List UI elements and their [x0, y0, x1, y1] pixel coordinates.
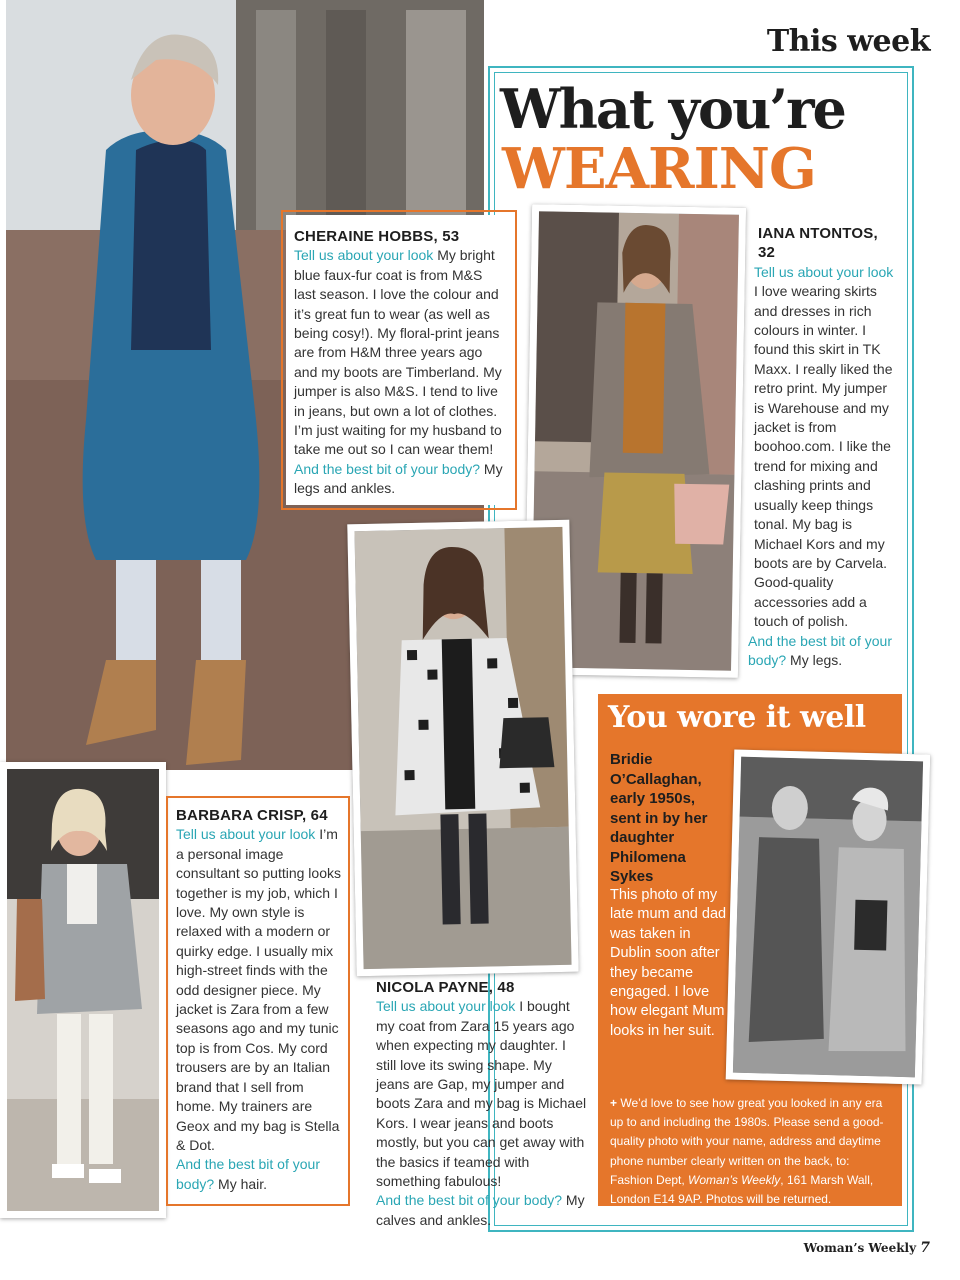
- vintage-couple-photo: [726, 749, 931, 1084]
- best-answer: My calves and ankles.: [376, 1192, 585, 1228]
- page-number: 7: [920, 1240, 930, 1256]
- person-name: IANA NTONTOS, 32: [758, 225, 878, 262]
- look-text: I bought my coat from Zara 15 years ago when expecting my daughter. I still love its swing shape. My jeans are Gap, my jumper and boots Zara and my bag is Michael Kors. I wear jeans and boots mostly, but you can get away with the basics if teamed with something fabulous!: [376, 998, 587, 1190]
- best-answer: My hair.: [214, 1175, 268, 1192]
- look-prompt: Tell us about your look: [294, 247, 434, 264]
- nicola-photo: [347, 520, 578, 977]
- person-name: NICOLA PAYNE, 48: [376, 979, 515, 996]
- best-prompt: And the best bit of your body?: [376, 1192, 563, 1209]
- barbara-photo: [0, 762, 166, 1218]
- you-wore-it-well-body: This photo of my late mum and dad was taken in Dublin soon after they became engaged. I love how elegant Mum looks in her suit.: [610, 887, 727, 1039]
- best-answer: My legs.: [786, 651, 843, 668]
- look-text: I’m a personal image consultant so putting looks together is my job, which I love. My own style is relaxed with a modern or quirky edge. I usually mix high-street finds with the odd designer piece. My jacket is Zara from a few seasons ago and my tunic top is from Cos. My cord trousers are by an Italian brand that I sell from home. My trainers are Geox and my bag is Stella & Dot.: [176, 826, 341, 1153]
- magazine-name: Woman’s Weekly: [803, 1241, 917, 1255]
- page-footer: [780, 1240, 930, 1256]
- look-prompt: Tell us about your look: [376, 998, 516, 1015]
- plus-icon: +: [610, 1096, 618, 1110]
- nicola-text: [370, 978, 588, 1230]
- best-prompt: And the best bit of your body?: [748, 632, 892, 668]
- best-answer: My legs and ankles.: [294, 460, 503, 497]
- person-name: BARBARA CRISP, 64: [176, 807, 328, 824]
- cheraine-text: [286, 215, 512, 505]
- look-text: I love wearing skirts and dresses in rich colours in winter. I found this skirt in TK Maxx. I really liked the retro print. My jumper is Warehouse and my jacket is from boohoo.com. I like the trend for mixing and clashing prints and usually keep things tonal. My bag is Michael Kors and my boots are by Carvela. Good-quality accessories add a touch of polish.: [754, 283, 893, 630]
- page-title: What you’re: [500, 77, 845, 141]
- you-wore-it-well-title: You wore it well: [608, 700, 866, 735]
- you-wore-it-well-headline: Bridie O’Callaghan, early 1950s, sent in by her daughter Philomena Sykes: [610, 751, 708, 885]
- best-prompt: And the best bit of your body?: [294, 460, 481, 477]
- submission-note: + We’d love to see how great you looked in any era up to and including the 1980s. Please send a good-quality photo with your name, address and daytime phone number clearly written on the back, to: Fashion Dept, Woman’s Weekly, 161 Marsh Wall, London E14 9AP. Photos will be returned.: [610, 1096, 884, 1207]
- page-title-highlight: WEARING: [502, 136, 816, 202]
- person-name: CHERAINE HOBBS, 53: [294, 228, 460, 245]
- iana-text: [748, 224, 898, 670]
- best-prompt: And the best bit of your body?: [176, 1156, 320, 1192]
- look-prompt: Tell us about your look: [754, 263, 894, 280]
- barbara-text: [168, 798, 348, 1204]
- look-prompt: Tell us about your look: [176, 826, 316, 843]
- look-text: My bright blue faux-fur coat is from M&S last season. I love the colour and it’s great fun to wear (as well as being cosy!). My floral-print jeans are from H&M three years ago and my boots are Timberland. My jumper is also M&S. I tend to live in jeans, but own a lot of clothes. I’m just waiting for my husband to take me out so I can wear them!: [294, 247, 502, 458]
- section-kicker: This week: [766, 24, 930, 59]
